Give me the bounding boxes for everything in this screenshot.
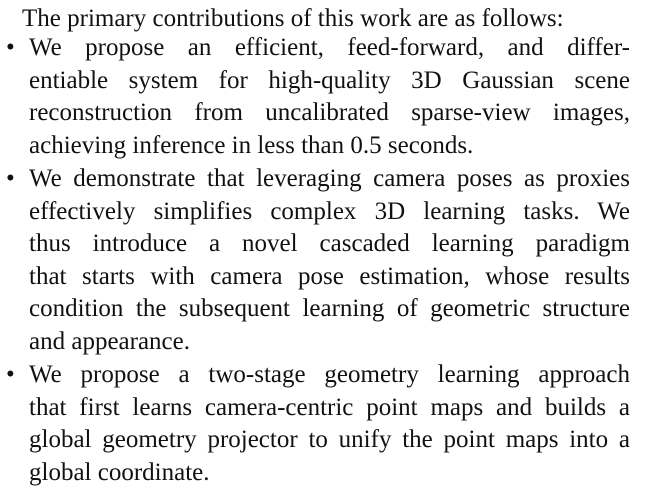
bullet-marker: •: [6, 361, 15, 388]
text-line: achieving inference in less than 0.5 seconds.: [29, 131, 474, 159]
contribution-item-1: [29, 32, 630, 162]
contributions-intro: The primary contributions of this work are as follows:: [22, 5, 564, 32]
text-line: and appearance.: [29, 327, 190, 355]
text-line: We demonstrate that leveraging camera poses as proxies: [29, 165, 630, 192]
text-line: condition the subsequent learning of geometric structure: [29, 295, 630, 322]
text-line: effectively simplifies complex 3D learning tasks. We: [29, 197, 630, 225]
bullet-marker: •: [6, 34, 15, 61]
text-line: that first learns camera-centric point maps and builds a: [29, 393, 630, 421]
text-line: reconstruction from uncalibrated sparse-view images,: [29, 99, 630, 126]
text-line: that starts with camera pose estimation, whose results: [29, 262, 630, 290]
text-line: entiable system for high-quality 3D Gaussian scene: [29, 66, 630, 94]
text-line: We propose an efficient, feed-forward, and differ-: [29, 34, 630, 61]
text-line: thus introduce a novel cascaded learning paradigm: [29, 230, 630, 257]
text-line: We propose a two-stage geometry learning approach: [29, 361, 630, 388]
text-line: global coordinate.: [29, 458, 210, 486]
text-line: global geometry projector to unify the point maps into a: [29, 426, 630, 453]
contribution-item-3: [29, 359, 630, 489]
contribution-item-2: [29, 163, 630, 358]
bullet-marker: •: [6, 165, 15, 192]
